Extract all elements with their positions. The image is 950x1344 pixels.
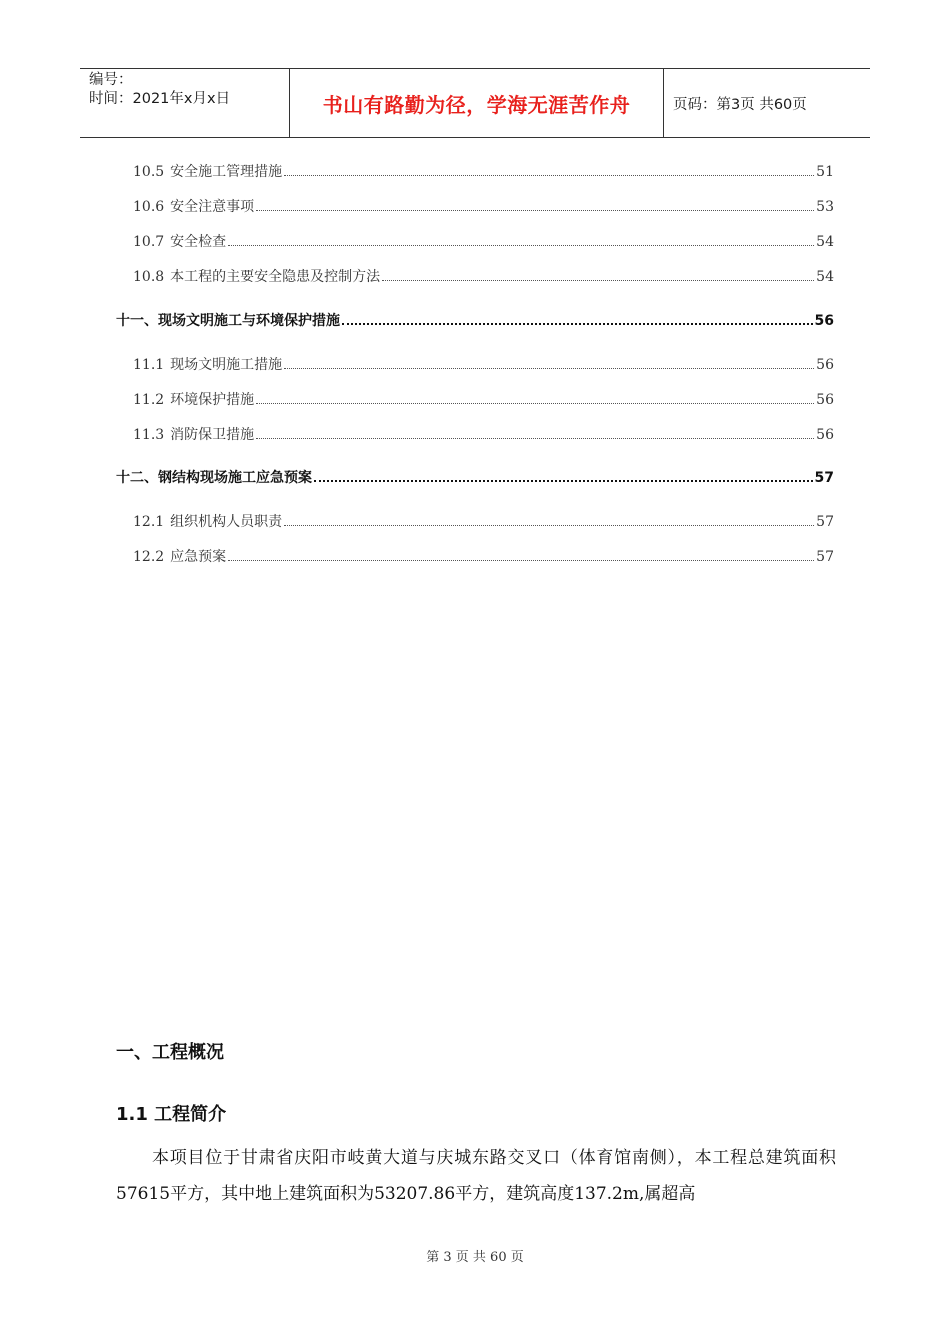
- section-heading-1: 一、工程概况: [116, 1042, 224, 1063]
- toc-entry-page: 53: [816, 199, 834, 215]
- toc-leader-dots: [342, 322, 813, 325]
- header-meta: [80, 69, 290, 137]
- toc-entry-number: 11.2: [133, 392, 165, 408]
- toc-leader-dots: [284, 174, 814, 176]
- toc-entry-number: 10.7: [133, 234, 165, 250]
- toc-entry-page: 57: [814, 470, 834, 486]
- toc-entry-title: 安全检查: [170, 234, 227, 250]
- toc-entry-number: 12.1: [133, 514, 165, 530]
- toc-entry-number: 11.1: [133, 357, 165, 373]
- toc-entry-page: 57: [816, 549, 834, 565]
- toc-leader-dots: [382, 279, 814, 281]
- toc-entry-number: 10.6: [133, 199, 165, 215]
- toc-entry-title: 十二、钢结构现场施工应急预案: [116, 470, 312, 486]
- toc-entry-page: 56: [816, 357, 834, 373]
- toc-entry-number: 12.2: [133, 549, 165, 565]
- toc-leader-dots: [256, 402, 814, 404]
- section-heading-1-1: 1.1 工程简介: [116, 1104, 227, 1125]
- toc-leader-dots: [228, 244, 814, 246]
- toc-entry-title: 安全施工管理措施: [170, 164, 283, 180]
- toc-leader-dots: [284, 367, 814, 369]
- toc-entry[interactable]: [133, 196, 834, 216]
- toc-entry[interactable]: [116, 310, 834, 330]
- toc-entry-page: 56: [814, 313, 834, 329]
- header-motto: 书山有路勤为径，学海无涯苦作舟: [290, 69, 664, 137]
- toc-entry-title: 十一、现场文明施工与环境保护措施: [116, 313, 340, 329]
- page-footer: 第 3 页 共 60 页: [426, 1250, 524, 1265]
- toc-entry[interactable]: [133, 354, 834, 374]
- toc-entry-title: 环境保护措施: [170, 392, 255, 408]
- toc-entry[interactable]: [133, 424, 834, 444]
- header-page-info: 页码：第3页 共60页: [673, 96, 807, 113]
- toc-entry[interactable]: [133, 511, 834, 531]
- toc-entry[interactable]: [116, 467, 834, 487]
- toc-entry-page: 51: [816, 164, 834, 180]
- toc-entry-page: 57: [816, 514, 834, 530]
- toc-entry-page: 56: [816, 392, 834, 408]
- toc-leader-dots: [256, 209, 814, 211]
- toc-entry-number: 11.3: [133, 427, 165, 443]
- toc-entry-title: 组织机构人员职责: [170, 514, 283, 530]
- toc-entry-title: 本工程的主要安全隐患及控制方法: [170, 269, 381, 285]
- header-number-label: 编号：: [89, 72, 133, 88]
- toc-leader-dots: [256, 437, 814, 439]
- toc-leader-dots: [228, 559, 814, 561]
- toc-entry-title: 应急预案: [170, 549, 227, 565]
- toc-entry[interactable]: [133, 231, 834, 251]
- toc-entry-title: 安全注意事项: [170, 199, 255, 215]
- toc-leader-dots: [284, 524, 814, 526]
- toc-entry[interactable]: [133, 546, 834, 566]
- toc-entry-page: 54: [816, 269, 834, 285]
- toc-leader-dots: [314, 479, 813, 482]
- toc-entry-page: 56: [816, 427, 834, 443]
- toc-entry-number: 10.8: [133, 269, 165, 285]
- header-time-label: 时间：2021年x月x日: [89, 91, 231, 107]
- toc-entry-title: 现场文明施工措施: [170, 357, 283, 373]
- toc-entry[interactable]: [133, 161, 834, 181]
- page-header: [80, 68, 870, 138]
- toc-entry-page: 54: [816, 234, 834, 250]
- toc-entry[interactable]: [133, 266, 834, 286]
- body-paragraph: 本项目位于甘肃省庆阳市岐黄大道与庆城东路交叉口（体育馆南侧），本工程总建筑面积57615平方，其中地上建筑面积为53207.86平方，建筑高度137.2m,属超高: [116, 1148, 836, 1204]
- toc-entry-number: 10.5: [133, 164, 165, 180]
- toc-entry[interactable]: [133, 389, 834, 409]
- toc-entry-title: 消防保卫措施: [170, 427, 255, 443]
